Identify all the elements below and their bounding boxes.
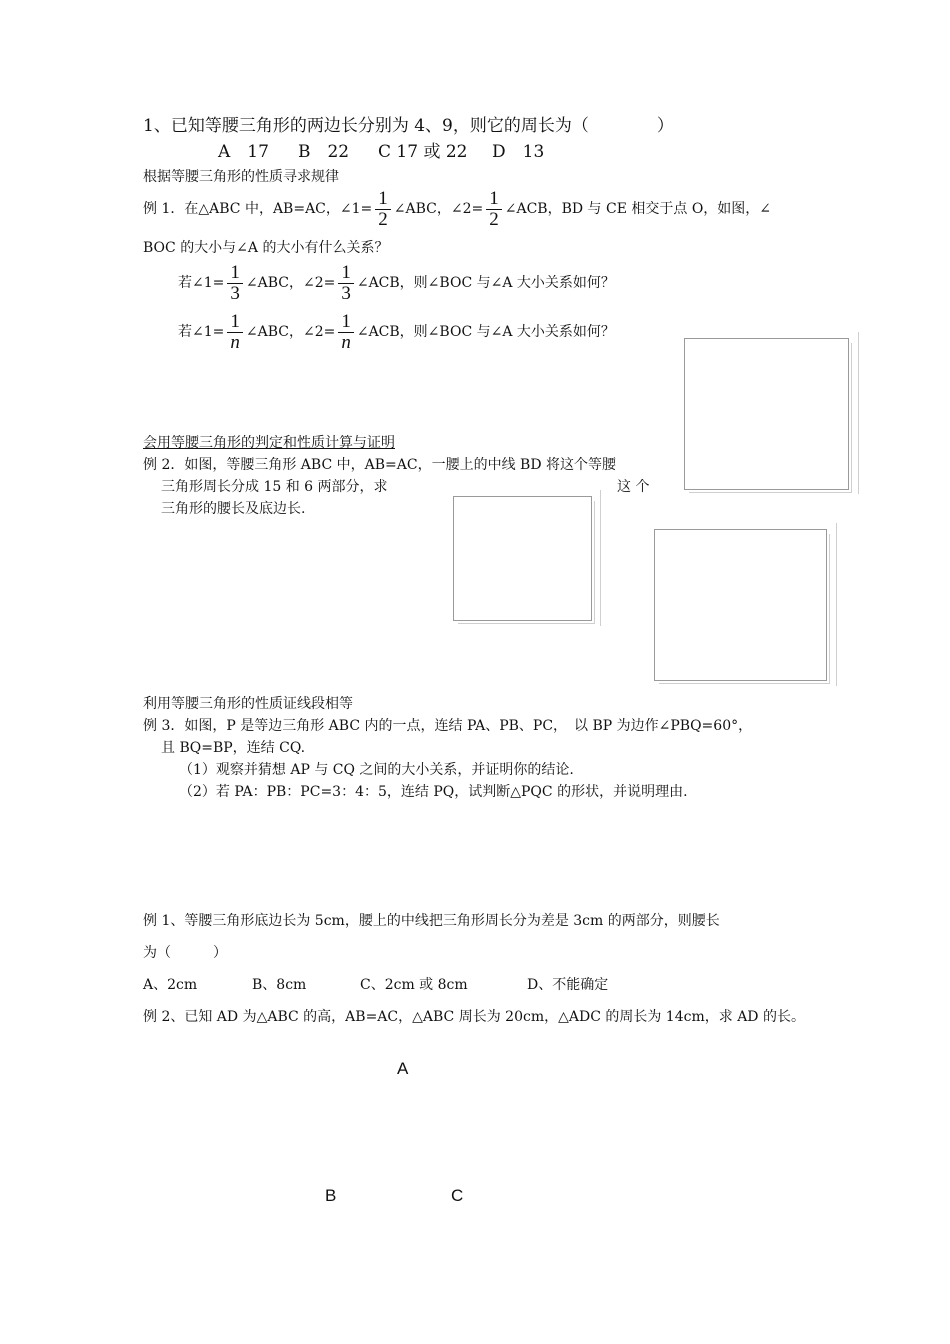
example-1-text-a: 例 1．在△ABC 中，AB=AC，∠1= xyxy=(143,201,373,217)
practice-2-text: 例 2、已知 AD 为△ABC 的高，AB=AC，△ABC 周长为 20cm，△ADC 的周长为 14cm，求 AD 的长。 xyxy=(143,1009,805,1025)
fraction-denominator: 3 xyxy=(230,282,240,304)
vertex-label-a: A xyxy=(397,1059,409,1078)
fraction-numerator: 1 xyxy=(486,189,502,210)
fraction-numerator: 1 xyxy=(227,312,243,333)
sub-1-text-c: ∠ACB，则∠BOC 与∠A 大小关系如何？ xyxy=(356,275,615,291)
example-1-line-2: BOC 的大小与∠A 的大小有什么关系？ xyxy=(143,240,389,256)
example-1-text-c: ∠ACB，BD 与 CE 相交于点 O，如图，∠ xyxy=(504,201,772,217)
section-2-title: 会用等腰三角形的判定和性质计算与证明 xyxy=(143,435,395,451)
fraction-numerator: 1 xyxy=(338,263,354,284)
fraction-denominator: n xyxy=(341,331,351,353)
figure-box-example-2 xyxy=(453,496,592,621)
example-1-sub-question-2 xyxy=(178,309,615,355)
fraction-numerator: 1 xyxy=(227,263,243,284)
section-3-title: 利用等腰三角形的性质证线段相等 xyxy=(143,696,353,712)
fraction-one-third xyxy=(338,263,354,304)
sub-2-text-a: 若∠1= xyxy=(178,324,225,340)
fraction-denominator: 3 xyxy=(341,282,351,304)
fraction-denominator: 2 xyxy=(489,208,499,230)
fraction-denominator: n xyxy=(230,331,240,353)
example-1-sub-question-1 xyxy=(178,260,615,306)
vertex-label-b: B xyxy=(325,1186,337,1205)
figure-box-edge xyxy=(600,490,601,626)
sub-2-text-c: ∠ACB，则∠BOC 与∠A 大小关系如何？ xyxy=(356,324,615,340)
sub-1-text-a: 若∠1= xyxy=(178,275,225,291)
fraction-denominator: 2 xyxy=(378,208,388,230)
fraction-one-third xyxy=(227,263,243,304)
figure-box-edge xyxy=(836,523,837,686)
example-3-line-1: 例 3．如图，P 是等边三角形 ABC 内的一点，连结 PA、PB、PC， 以 BP 为边作∠PBQ=60°， xyxy=(143,718,753,734)
sub-2-text-b: ∠ABC，∠2= xyxy=(245,324,336,340)
fraction-numerator: 1 xyxy=(375,189,391,210)
vertex-label-c: C xyxy=(451,1186,464,1205)
practice-1-option-b: B、8cm xyxy=(252,977,307,993)
question-1-option-c: C 17 或 22 xyxy=(378,142,468,162)
sub-1-text-b: ∠ABC，∠2= xyxy=(245,275,336,291)
example-1-text-b: ∠ABC，∠2= xyxy=(393,201,484,217)
practice-1-line-1: 例 1、等腰三角形底边长为 5cm，腰上的中线把三角形周长分为差是 3cm 的两部分，则腰长 xyxy=(143,913,720,929)
example-3-line-2: 且 BQ=BP，连结 CQ. xyxy=(161,740,306,756)
question-1-option-d: D 13 xyxy=(492,142,545,162)
fraction-one-half xyxy=(375,189,391,230)
fraction-numerator: 1 xyxy=(338,312,354,333)
example-3-item-2: （2）若 PA：PB：PC=3：4：5，连结 PQ，试判断△PQC 的形状，并说明理由. xyxy=(179,784,688,800)
figure-box-edge xyxy=(858,332,859,494)
practice-1-option-a: A、2cm xyxy=(143,977,198,993)
figure-box-example-1 xyxy=(684,338,849,490)
section-1-title: 根据等腰三角形的性质寻求规律 xyxy=(143,169,339,185)
example-2-line-3: 三角形的腰长及底边长. xyxy=(161,501,306,517)
practice-1-option-d: D、不能确定 xyxy=(527,977,609,993)
practice-1-option-c: C、2cm 或 8cm xyxy=(360,977,468,993)
fraction-one-over-n xyxy=(227,312,243,353)
example-1-line-1 xyxy=(143,186,771,232)
fraction-one-over-n xyxy=(338,312,354,353)
example-2-line-2a: 三角形周长分成 15 和 6 两部分，求 xyxy=(161,479,388,495)
fraction-one-half xyxy=(486,189,502,230)
example-2-line-2b: 这 个 xyxy=(617,479,650,495)
question-1-option-b: B 22 xyxy=(298,142,350,162)
question-1-text: 1、已知等腰三角形的两边长分别为 4、9，则它的周长为（ ） xyxy=(143,116,674,136)
practice-1-line-2: 为（ ） xyxy=(143,945,227,961)
example-3-item-1: （1）观察并猜想 AP 与 CQ 之间的大小关系，并证明你的结论. xyxy=(179,762,574,778)
question-1-option-a: A 17 xyxy=(218,142,269,162)
figure-box-example-3 xyxy=(654,529,827,681)
example-2-line-1: 例 2．如图，等腰三角形 ABC 中，AB=AC，一腰上的中线 BD 将这个等腰 xyxy=(143,457,616,473)
